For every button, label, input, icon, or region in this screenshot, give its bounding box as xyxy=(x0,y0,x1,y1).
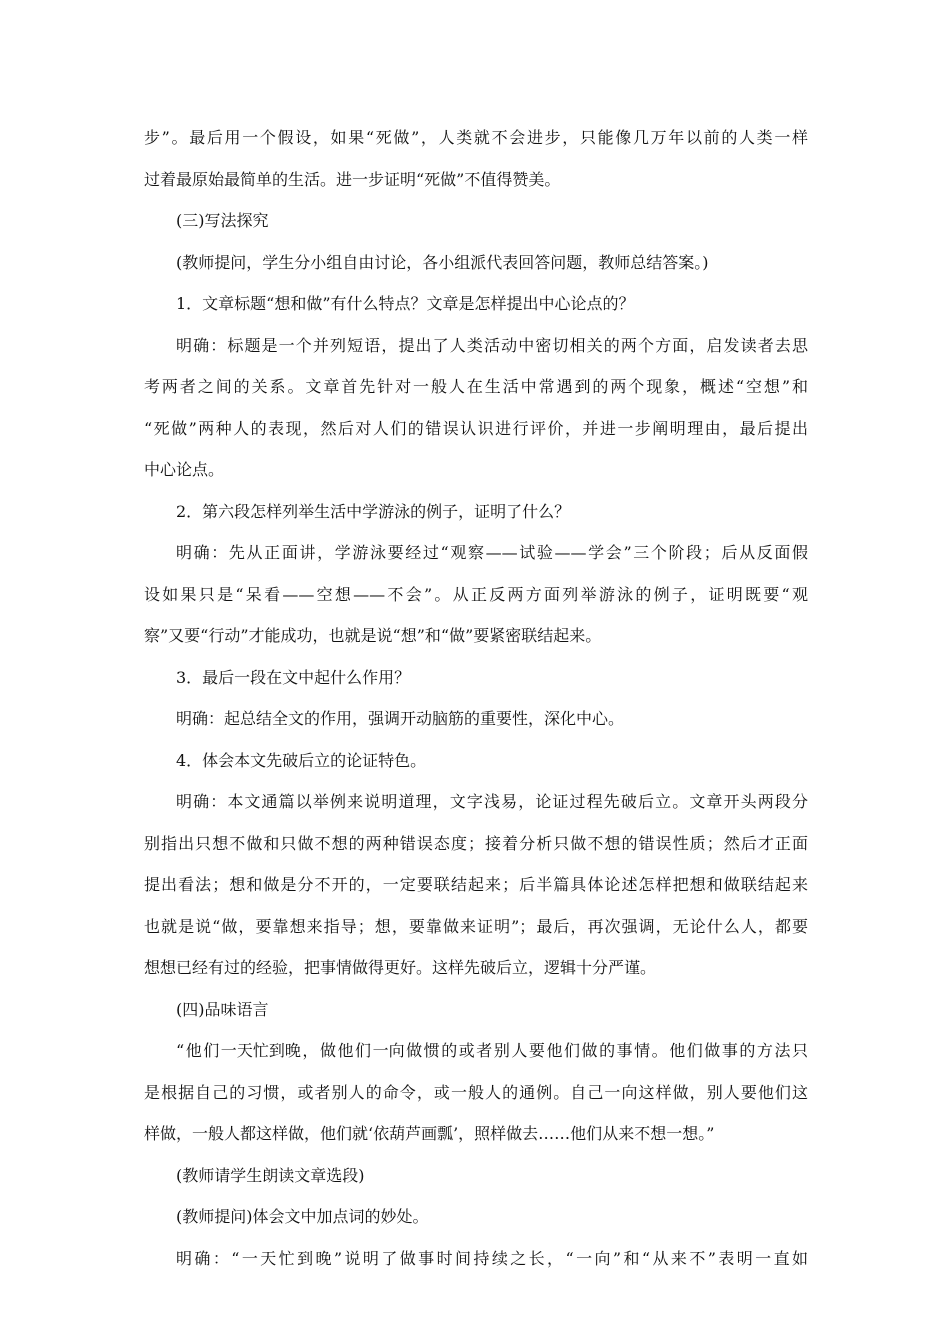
text-line: 中心论点。 xyxy=(144,460,225,479)
quote-text: 根据自己的习惯，或者别人的命令，或一般人的通例。自己一向这样做，别人要他们这 xyxy=(160,1082,808,1102)
text-line: (三)写法探究 xyxy=(176,211,269,230)
quote-line-1 xyxy=(144,1030,808,1072)
emphasis-dot-char: 来 xyxy=(618,1113,634,1155)
text-line: “死做”两种人的表现，然后对人们的错误认识进行评价，并进一步阐明理由，最后提出 xyxy=(144,418,808,438)
text-line: 考两者之间的关系。文章首先针对一般人在生活中常遇到的两个现象，概述“空想”和 xyxy=(144,377,808,396)
text-line: 想想已经有过的经验，把事情做得更好。这样先破后立，逻辑十分严谨。 xyxy=(144,958,657,977)
text-line: 明确：“一天忙到晚”说明了做事时间持续之长，“一向”和“从来不”表明一直如 xyxy=(176,1248,808,1268)
quote-text: 想一想。” xyxy=(650,1124,715,1143)
emphasized-phrase-yitianmangdaowan xyxy=(221,1041,301,1060)
emphasis-dot-char: 到 xyxy=(269,1030,285,1072)
quote-text: ，做他们 xyxy=(300,1041,373,1060)
text-line: 2．第六段怎样列举生活中学游泳的例子，证明了什么？ xyxy=(176,501,571,521)
emphasis-dot-char: 一 xyxy=(373,1030,389,1072)
text-line: 别指出只想不做和只做不想的两种错误态度；接着分析只做不想的错误性质；然后才正面 xyxy=(144,833,808,853)
paragraph-block xyxy=(144,117,808,1030)
emphasized-phrase-conglaibu xyxy=(602,1124,650,1143)
text-line: (教师提问)体会文中加点词的妙处。 xyxy=(176,1207,429,1226)
text-line: (教师请学生朗读文章选段) xyxy=(176,1165,365,1185)
emphasis-dot-char: 一 xyxy=(221,1030,237,1072)
quote-text: 做惯的或者别人要他们做的事情。他们做事的方法只 xyxy=(404,1041,808,1060)
text-line: 4．体会本文先破后立的论证特色。 xyxy=(176,750,427,770)
text-line: 明确：先从正面讲，学游泳要经过“观察——试验——学会”三个阶段；后从反面假 xyxy=(176,543,808,562)
quote-line-3 xyxy=(144,1113,808,1155)
quote-text: 样做，一般人都这样做，他们就‘依葫芦画瓢’，照样做去……他们 xyxy=(144,1124,603,1143)
text-line: 提出看法；想和做是分不开的，一定要联结起来；后半篇具体论述怎样把想和做联结起来 xyxy=(144,875,808,894)
document-body xyxy=(144,117,808,1279)
emphasized-phrase-yixiang xyxy=(373,1041,405,1060)
text-line: 也就是说“做，要靠想来指导；想，要靠做来证明”；最后，再次强调，无论什么人，都要 xyxy=(144,916,808,936)
text-line: 步”。最后用一个假设，如果“死做”，人类就不会进步，只能像几万年以前的人类一样 xyxy=(144,128,808,147)
emphasis-dot-char: 天 xyxy=(237,1030,253,1072)
emphasis-dot-char: 向 xyxy=(389,1030,405,1072)
text-line: 设如果只是“呆看——空想——不会”。从正反两方面列举游泳的例子，证明既要“观 xyxy=(144,584,808,604)
text-line: (教师提问，学生分小组自由讨论，各小组派代表回答问题，教师总结答案。) xyxy=(176,252,709,272)
emphasis-dot-char: 是 xyxy=(144,1072,160,1114)
quote-text: “他们 xyxy=(176,1041,221,1060)
emphasis-dot-char: 忙 xyxy=(253,1030,269,1072)
text-line: (四)品味语言 xyxy=(176,999,269,1019)
text-line: 过着最原始最简单的生活。进一步证明“死做”不值得赞美。 xyxy=(144,169,561,189)
emphasis-dot-char: 晚 xyxy=(285,1030,301,1072)
text-line: 3．最后一段在文中起什么作用？ xyxy=(176,667,411,687)
text-line: 明确：标题是一个并列短语，提出了人类活动中密切相关的两个方面，启发读者去思 xyxy=(176,335,808,355)
text-line: 明确：起总结全文的作用，强调开动脑筋的重要性，深化中心。 xyxy=(176,709,625,728)
text-line: 1．文章标题“想和做”有什么特点？文章是怎样提出中心论点的？ xyxy=(176,294,635,313)
emphasis-dot-char: 不 xyxy=(634,1113,650,1155)
text-line: 明确：本文通篇以举例来说明道理，文字浅易，论证过程先破后立。文章开头两段分 xyxy=(176,792,808,811)
paragraph-block xyxy=(144,1155,808,1280)
emphasis-dot-char: 从 xyxy=(602,1113,618,1155)
text-line: 察”又要“行动”才能成功，也就是说“想”和“做”要紧密联结起来。 xyxy=(144,626,602,645)
quote-line-2 xyxy=(144,1072,808,1114)
emphasized-char-shi xyxy=(144,1083,160,1102)
